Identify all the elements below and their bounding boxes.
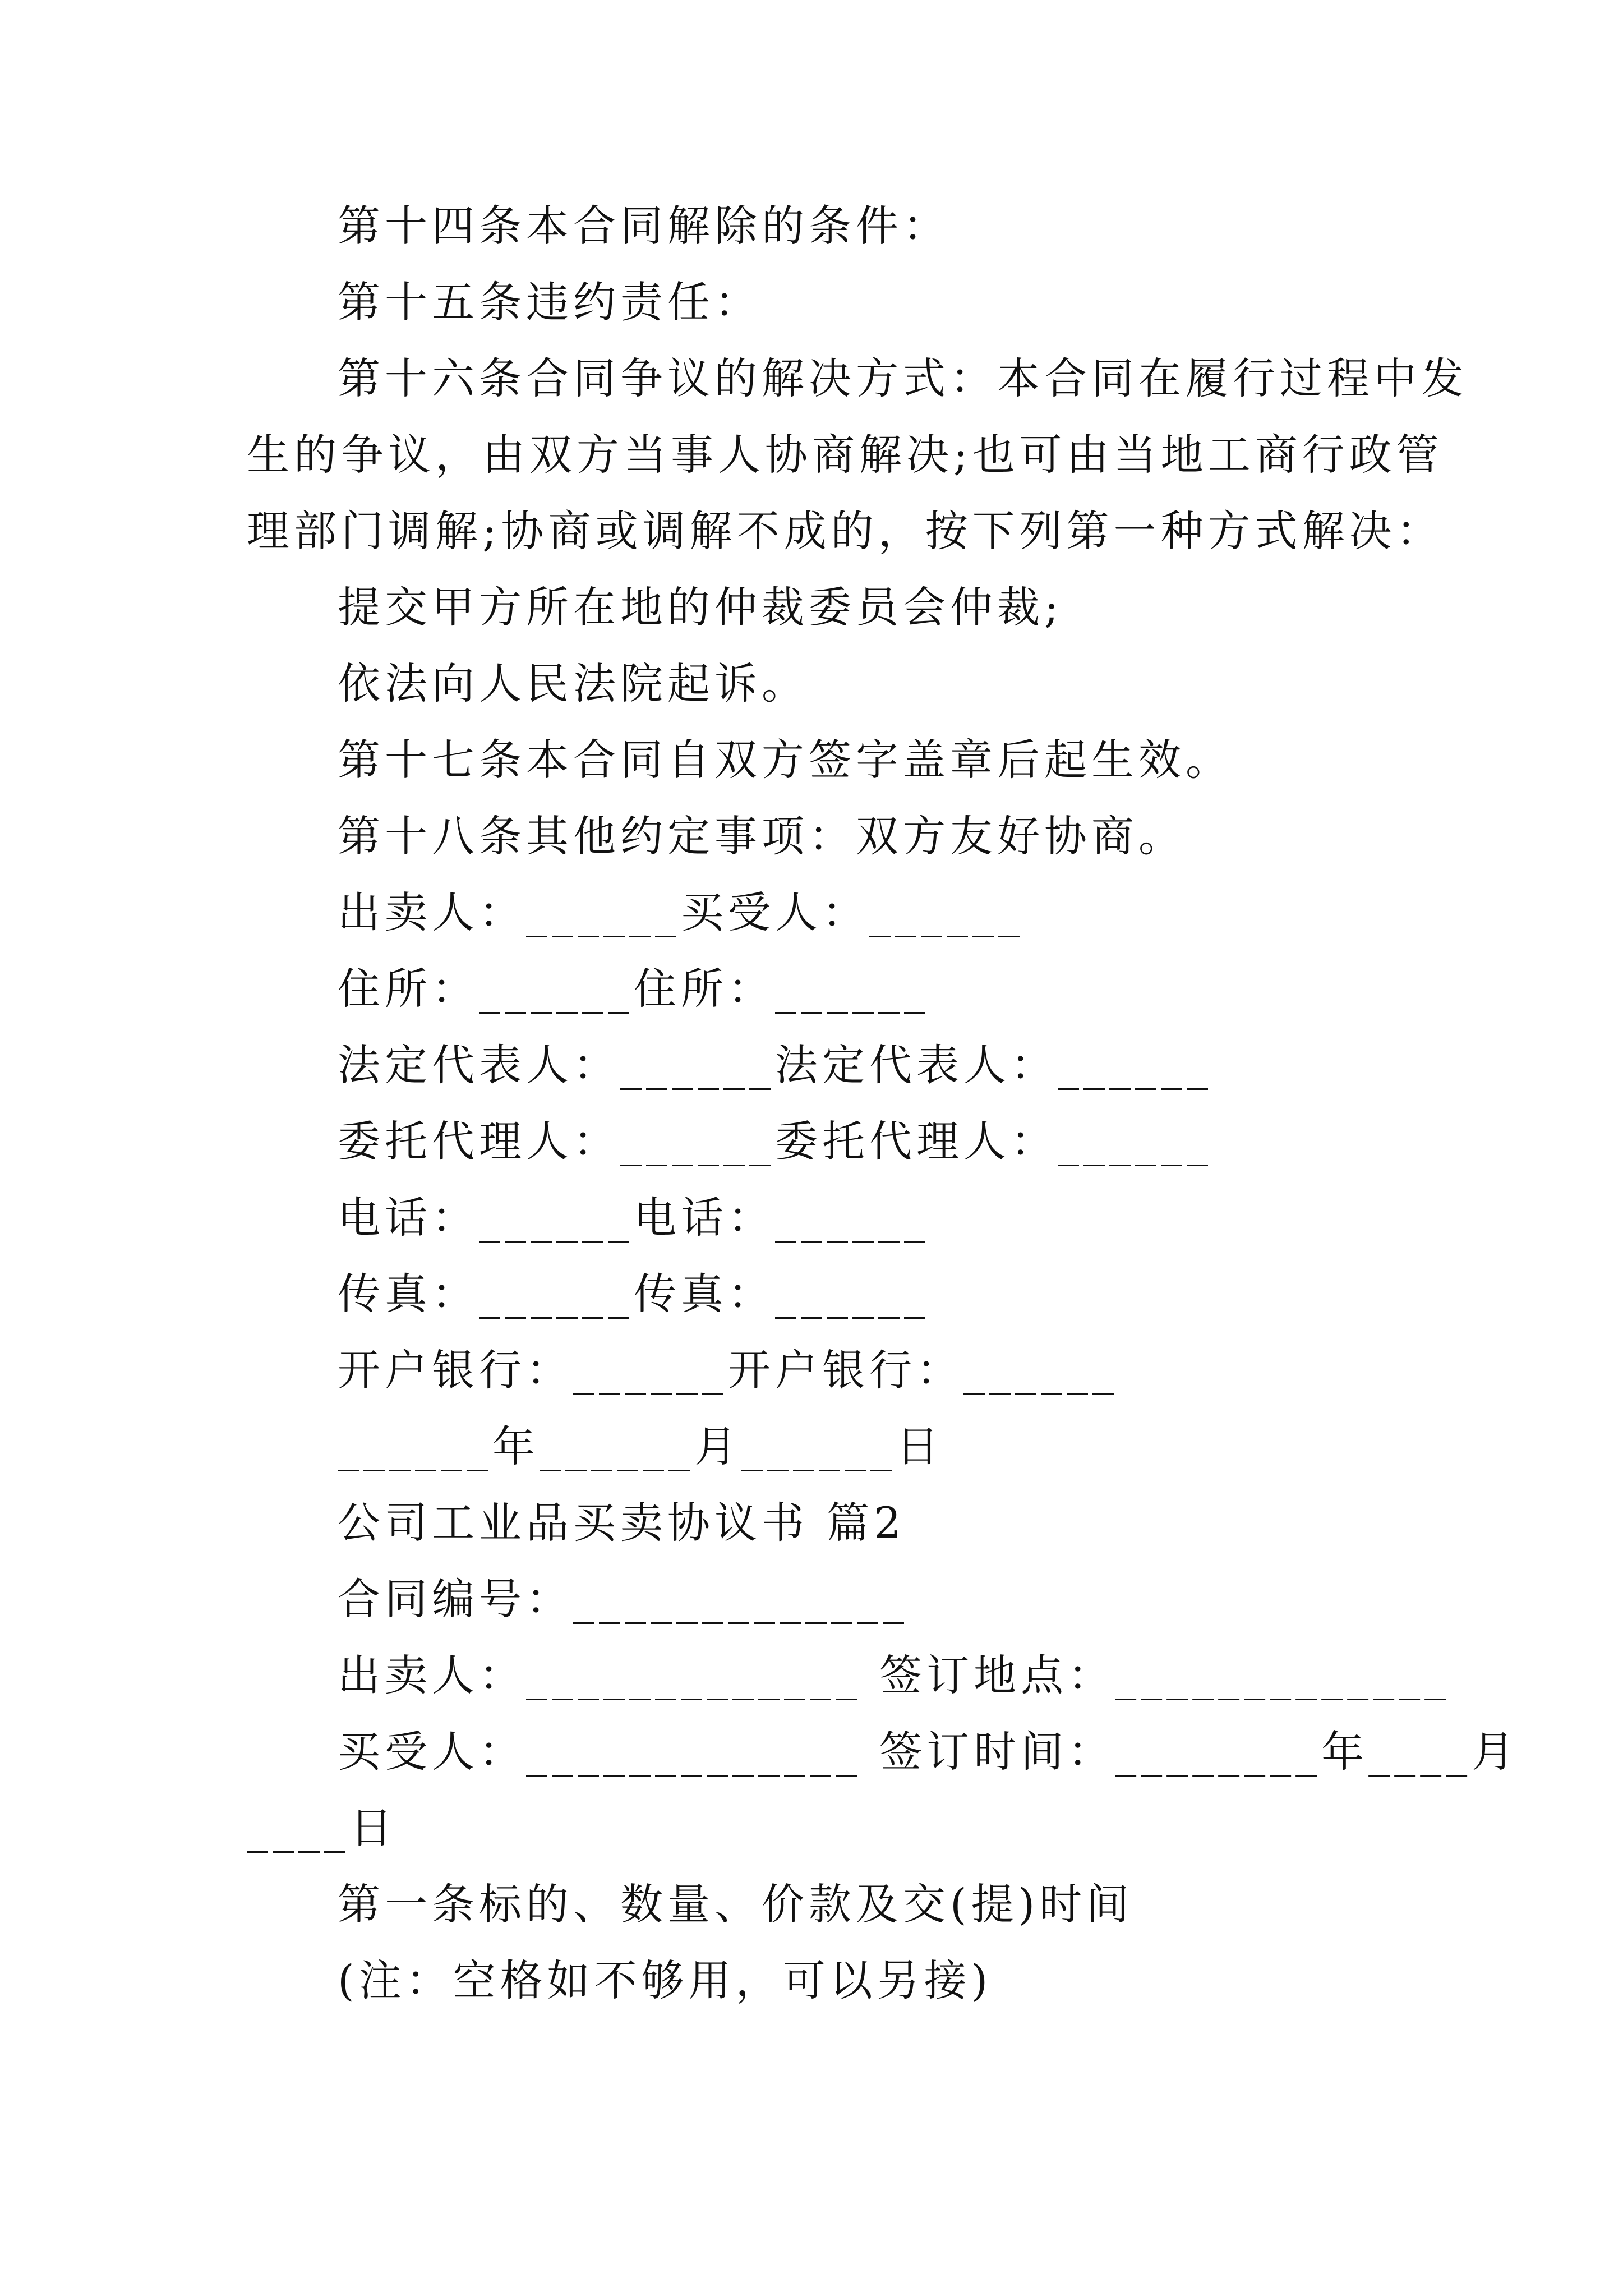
clause-1-subject: 第一条标的、数量、价款及交(提)时间 — [338, 1879, 1134, 1929]
seller-signing-place: 出卖人：_____________ 签订地点：_____________ — [338, 1650, 1451, 1700]
buyer-signing-time-line-1: 买受人：_____________ 签订时间：________年____月 — [338, 1727, 1519, 1777]
section-title-part-2: 公司工业品买卖协议书 篇2 — [338, 1498, 906, 1548]
clause-16-line-2: 生的争议，由双方当事人协商解决;也可由当地工商行政管 — [247, 430, 1444, 480]
buyer-signing-time-line-2: ____日 — [247, 1803, 397, 1853]
signature-agent: 委托代理人：______委托代理人：______ — [338, 1116, 1212, 1166]
clause-18: 第十八条其他约定事项：双方友好协商。 — [338, 811, 1186, 861]
clause-14: 第十四条本合同解除的条件： — [338, 201, 950, 251]
signature-legal-representative: 法定代表人：______法定代表人：______ — [338, 1040, 1212, 1090]
clause-17: 第十七条本合同自双方签字盖章后起生效。 — [338, 735, 1233, 785]
contract-number: 合同编号：_____________ — [338, 1574, 909, 1624]
clause-16-line-3: 理部门调解;协商或调解不成的，按下列第一种方式解决： — [247, 506, 1444, 556]
clause-15: 第十五条违约责任： — [338, 277, 762, 327]
signature-date: ______年______月______日 — [338, 1421, 943, 1471]
signature-phone: 电话：______电话：______ — [338, 1193, 930, 1243]
dispute-option-arbitration: 提交甲方所在地的仲裁委员会仲裁; — [338, 582, 1063, 632]
note-blank-space: (注：空格如不够用，可以另接) — [338, 1955, 993, 2005]
clause-16-line-1: 第十六条合同争议的解决方式：本合同在履行过程中发 — [338, 353, 1468, 403]
document-body — [247, 188, 1519, 2019]
signature-address: 住所：______住所：______ — [338, 964, 930, 1014]
dispute-option-court: 依法向人民法院起诉。 — [338, 659, 809, 708]
signature-fax: 传真：______传真：______ — [338, 1269, 930, 1319]
signature-bank: 开户银行：______开户银行：______ — [338, 1345, 1118, 1395]
signature-seller-buyer: 出卖人：______买受人：______ — [338, 887, 1024, 937]
